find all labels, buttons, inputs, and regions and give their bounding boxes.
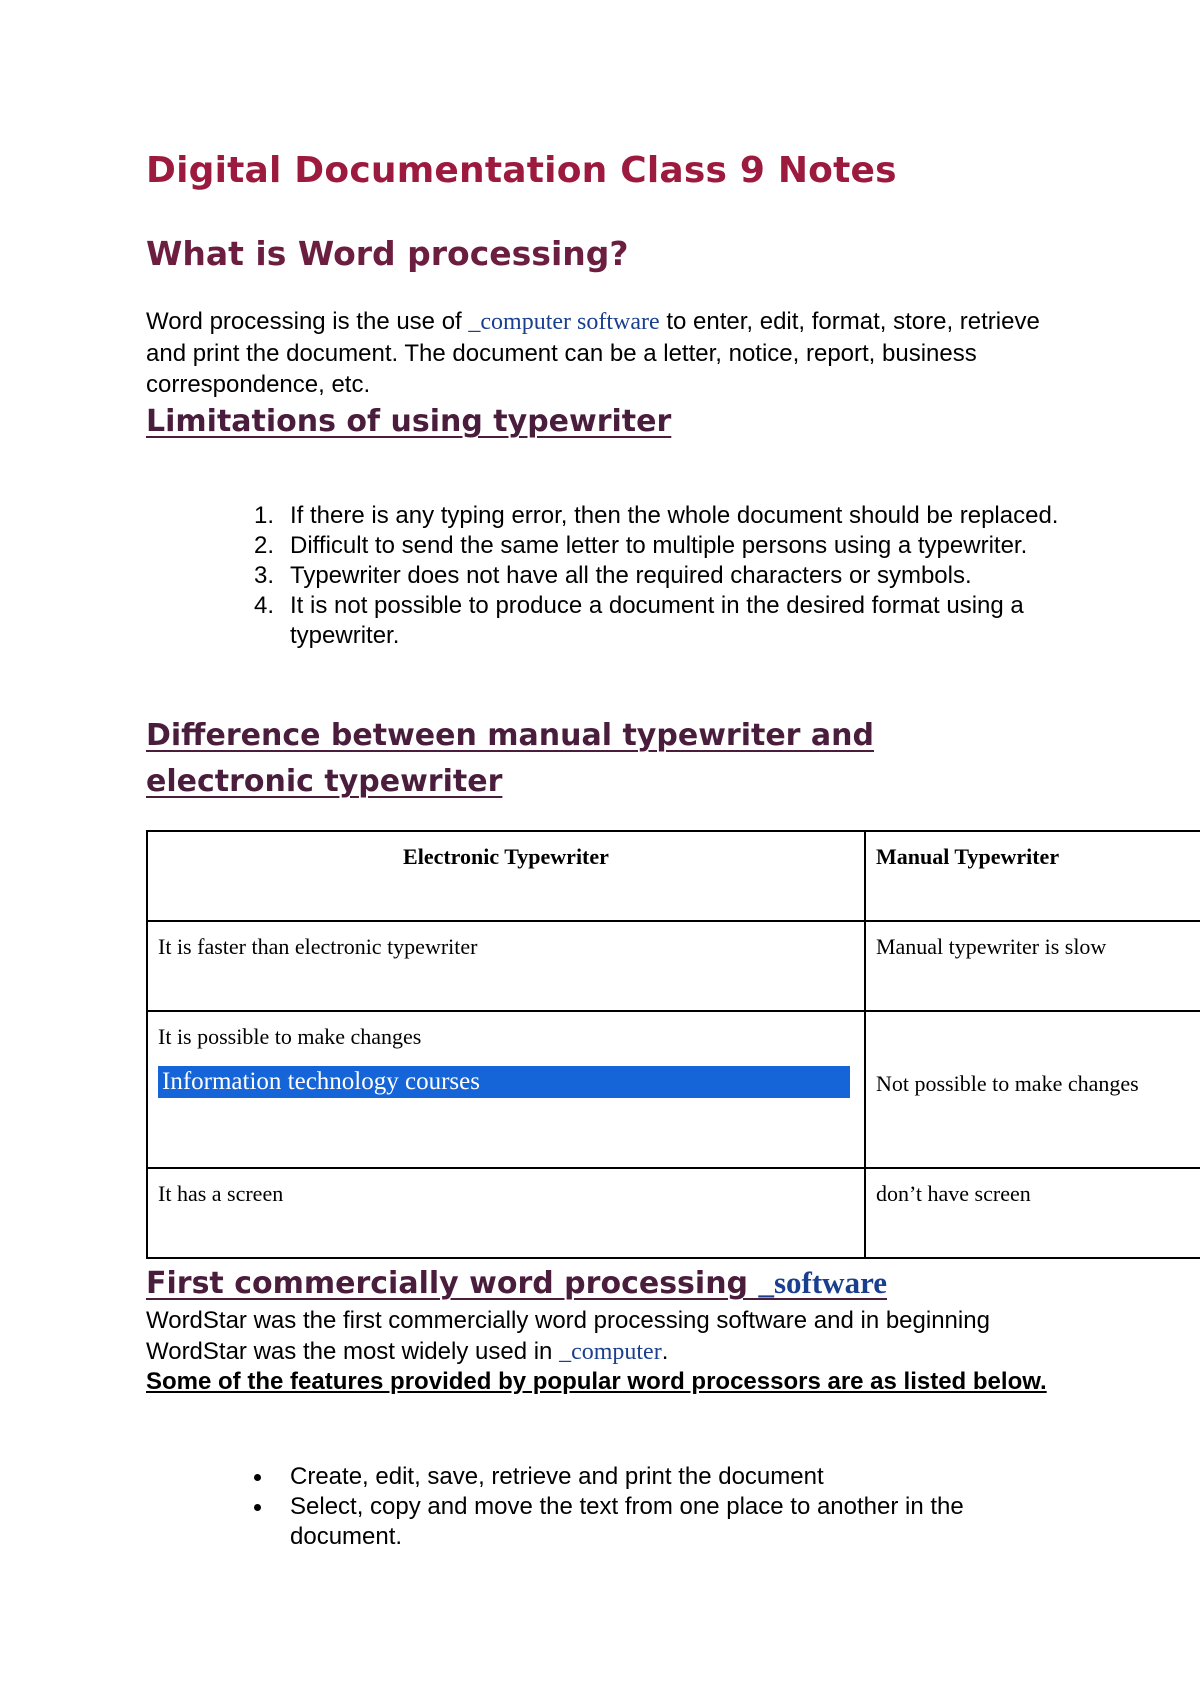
list-item <box>146 501 1066 531</box>
intro-text-before: Word processing is the use of <box>146 308 469 335</box>
list-item-text: If there is any typing error, then the whole document should be replaced. <box>290 502 1059 529</box>
table-cell: Not possible to make changes <box>865 1011 1200 1168</box>
table-header-manual: Manual Typewriter <box>865 831 1200 921</box>
first-software-heading-text: First commercially word processing <box>146 1266 759 1301</box>
list-number: 2. <box>254 532 275 559</box>
list-item <box>146 591 1066 651</box>
list-item-text: Select, copy and move the text from one place to another in the document. <box>290 1493 964 1550</box>
limitations-list <box>146 501 1066 651</box>
list-item <box>146 1492 1066 1552</box>
computer-link[interactable]: _computer <box>559 1339 662 1365</box>
comparison-table <box>146 830 1200 1259</box>
intro-text-after: to enter, edit, format, store, retrieve and print the document. The document can be a letter, notice, report, business correspondence, etc. <box>146 308 1040 398</box>
first-software-heading <box>146 1260 887 1307</box>
bullet-icon <box>254 1474 261 1481</box>
list-item-text: Difficult to send the same letter to multiple persons using a typewriter. <box>290 532 1028 559</box>
table-row <box>147 921 1200 1011</box>
list-number: 4. <box>254 592 275 619</box>
table-cell: It has a screen <box>147 1168 865 1258</box>
features-heading: Some of the features provided by popular word processors are as listed below. <box>146 1368 1047 1395</box>
page-title: Digital Documentation Class 9 Notes <box>146 150 897 191</box>
list-item-text: Typewriter does not have all the required characters or symbols. <box>290 562 972 589</box>
wordstar-text-after: . <box>661 1338 669 1365</box>
table-header-row <box>147 831 1200 921</box>
table-row <box>147 1011 1200 1168</box>
table-cell: don’t have screen <box>865 1168 1200 1258</box>
intro-paragraph <box>146 306 1066 400</box>
bullet-icon <box>254 1504 261 1511</box>
difference-heading: Difference between manual typewriter and electronic typewriter <box>146 718 874 799</box>
list-number: 3. <box>254 562 275 589</box>
limitations-heading: Limitations of using typewriter <box>146 404 672 439</box>
section-subtitle: What is Word processing? <box>146 234 629 273</box>
list-item-text: Create, edit, save, retrieve and print the document <box>290 1463 824 1490</box>
table-header-electronic: Electronic Typewriter <box>147 831 865 921</box>
table-cell: Manual typewriter is slow <box>865 921 1200 1011</box>
computer-software-link[interactable]: _computer software <box>468 309 660 335</box>
table-cell-with-ad <box>147 1011 865 1168</box>
ad-banner-link[interactable]: Information technology courses <box>158 1066 850 1098</box>
table-cell-text: It is possible to make changes <box>158 1024 422 1049</box>
features-list <box>146 1462 1066 1552</box>
wordstar-text-before: WordStar was the first commercially word processing software and in beginning WordStar was the most widely used in <box>146 1307 990 1365</box>
list-item <box>146 531 1066 561</box>
list-item-text: It is not possible to produce a document in the desired format using a typewriter. <box>290 592 1024 649</box>
software-link[interactable]: _software <box>758 1265 888 1300</box>
table-cell: It is faster than electronic typewriter <box>147 921 865 1011</box>
wordstar-paragraph <box>146 1305 1066 1368</box>
list-item <box>146 561 1066 591</box>
list-number: 1. <box>254 502 275 529</box>
table-row <box>147 1168 1200 1258</box>
list-item <box>146 1462 1066 1492</box>
